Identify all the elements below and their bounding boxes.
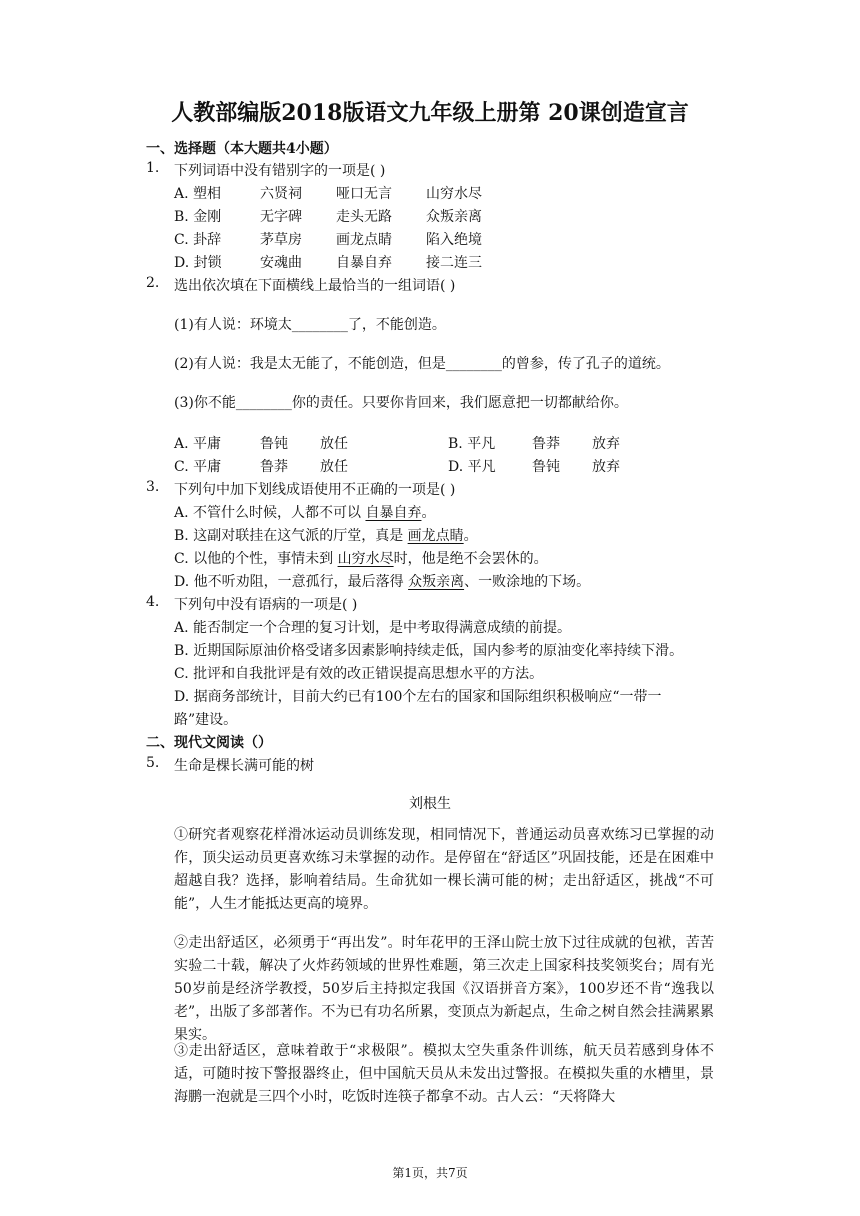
question-number: 4. xyxy=(146,594,160,610)
question-text: 选出依次填在下面横线上最恰当的一组词语( ) xyxy=(174,278,456,294)
option-a-word2: 六贤祠 xyxy=(260,186,302,202)
option-text: B. 这副对联挂在这气派的厅堂，真是 xyxy=(174,528,408,544)
option-b xyxy=(174,525,478,545)
option-text: D. 他不听劝阻，一意孤行，最后落得 xyxy=(174,574,409,590)
option-d-word1: D. 封锁 xyxy=(174,255,222,271)
option-d: D. 据商务部统计，目前大约已有100个左右的国家和国际组织积极响应“一带一 xyxy=(174,689,662,705)
option-d-word3: 自暴自弃 xyxy=(336,255,392,271)
option-text: A. 不管什么时候，人都不可以 xyxy=(174,505,366,521)
question-text: 下列句中没有语病的一项是( ) xyxy=(174,597,358,613)
fill-blank-sentence: (1)有人说：环境太________了，不能创造。 xyxy=(174,317,446,333)
option-d-word2: 安魂曲 xyxy=(260,255,302,271)
option-d-word1: D. 平凡 xyxy=(448,459,496,475)
option-b-word4: 众叛亲离 xyxy=(426,209,482,225)
passage-paragraph-3: ③走出舒适区，意味着敢于“求极限”。模拟太空失重条件训练，航天员若感到身体不适，可随时按下警报器终止，但中国航天员从未发出过警报。在模拟失重的水槽里，景海鹏一泡就是三四个小时，吃饭时连筷子都拿不动。古人云：“天将降大 xyxy=(174,1043,714,1105)
option-b-word2: 鲁莽 xyxy=(532,436,560,452)
page-title: 人教部编版2018版语文九年级上册第 20课创造宣言 xyxy=(171,100,689,126)
passage-title: 生命是棵长满可能的树 xyxy=(174,758,314,774)
option-b-word3: 放弃 xyxy=(592,436,620,452)
option-a-word1: A. 塑相 xyxy=(174,186,222,202)
option-text: 。 xyxy=(421,505,436,521)
option-a-word4: 山穷水尽 xyxy=(426,186,482,202)
question-number: 2. xyxy=(146,275,160,291)
option-d-word2: 鲁钝 xyxy=(532,459,560,475)
passage-paragraph-2: ②走出舒适区，必须勇于“再出发”。时年花甲的王泽山院士放下过往成就的包袱，苦苦实验二十载，解决了火炸药领域的世界性难题，第三次走上国家科技奖领奖台；周有光50岁前是经济学教授，50岁后主持拟定我国《汉语拼音方案》，100岁还不肯“逸我以老”，出版了多部著作。不为已有功名所累，变顶点为新起点，生命之树自然会挂满累累果实。 xyxy=(174,935,714,1043)
question-text: 下列词语中没有错别字的一项是( ) xyxy=(174,163,386,179)
fill-blank-sentence: (3)你不能________你的责任。只要你肯回来，我们愿意把一切都献给你。 xyxy=(174,395,628,411)
question-text: 下列句中加下划线成语使用不正确的一项是( ) xyxy=(174,482,456,498)
option-text: 、一败涂地的下场。 xyxy=(464,574,591,590)
page-footer: 第1页，共7页 xyxy=(392,1166,468,1180)
option-a xyxy=(174,502,435,522)
option-c-word3: 画龙点睛 xyxy=(336,232,392,248)
option-text: 。 xyxy=(463,528,478,544)
option-c-word1: C. 平庸 xyxy=(174,459,222,475)
option-d-word4: 接二连三 xyxy=(426,255,482,271)
option-b: B. 近期国际原油价格受诸多因素影响持续走低，国内参考的原油变化率持续下滑。 xyxy=(174,643,684,659)
option-c-word2: 鲁莽 xyxy=(260,459,288,475)
underlined-idiom: 山穷水尽 xyxy=(337,551,394,567)
option-c xyxy=(174,548,548,568)
option-c-word1: C. 卦辞 xyxy=(174,232,222,248)
option-a-word1: A. 平庸 xyxy=(174,436,222,452)
option-c-word3: 放任 xyxy=(320,459,348,475)
underlined-idiom: 画龙点睛 xyxy=(407,528,464,544)
underlined-idiom: 自暴自弃 xyxy=(365,505,422,521)
option-c: C. 批评和自我批评是有效的改正错误提高思想水平的方法。 xyxy=(174,666,544,682)
fill-blank-sentence: (2)有人说：我是太无能了，不能创造，但是________的曾参，传了孔子的道统。 xyxy=(174,356,670,372)
option-a-word3: 哑口无言 xyxy=(336,186,392,202)
question-number: 1. xyxy=(146,160,160,176)
option-b-word3: 走头无路 xyxy=(336,209,392,225)
option-b-word2: 无字碑 xyxy=(260,209,302,225)
option-a: A. 能否制定一个合理的复习计划，是中考取得满意成绩的前提。 xyxy=(174,620,572,636)
passage-author: 刘根生 xyxy=(409,796,451,812)
option-text: C. 以他的个性，事情未到 xyxy=(174,551,338,567)
option-b-word1: B. 金刚 xyxy=(174,209,222,225)
question-number: 5. xyxy=(146,755,160,771)
section-heading-reading: 二、现代文阅读（） xyxy=(146,735,272,751)
section-heading-choice: 一、选择题（本大题共4小题） xyxy=(146,141,338,157)
option-text: 时，他是绝不会罢休的。 xyxy=(393,551,548,567)
question-number: 3. xyxy=(146,479,160,495)
option-a-word2: 鲁钝 xyxy=(260,436,288,452)
option-d xyxy=(174,571,590,591)
option-d-continued: 路”建设。 xyxy=(174,712,238,728)
option-b-word1: B. 平凡 xyxy=(448,436,496,452)
option-d-word3: 放弃 xyxy=(592,459,620,475)
option-a-word3: 放任 xyxy=(320,436,348,452)
passage-paragraph-1: ①研究者观察花样滑冰运动员训练发现，相同情况下，普通运动员喜欢练习已掌握的动作，顶尖运动员更喜欢练习未掌握的动作。是停留在“舒适区”巩固技能，还是在困难中超越自我？选择，影响着结局。生命犹如一棵长满可能的树；走出舒适区，挑战“不可能”，人生才能抵达更高的境界。 xyxy=(174,827,714,912)
option-c-word4: 陷入绝境 xyxy=(426,232,482,248)
underlined-idiom: 众叛亲离 xyxy=(408,574,465,590)
option-c-word2: 茅草房 xyxy=(260,232,302,248)
